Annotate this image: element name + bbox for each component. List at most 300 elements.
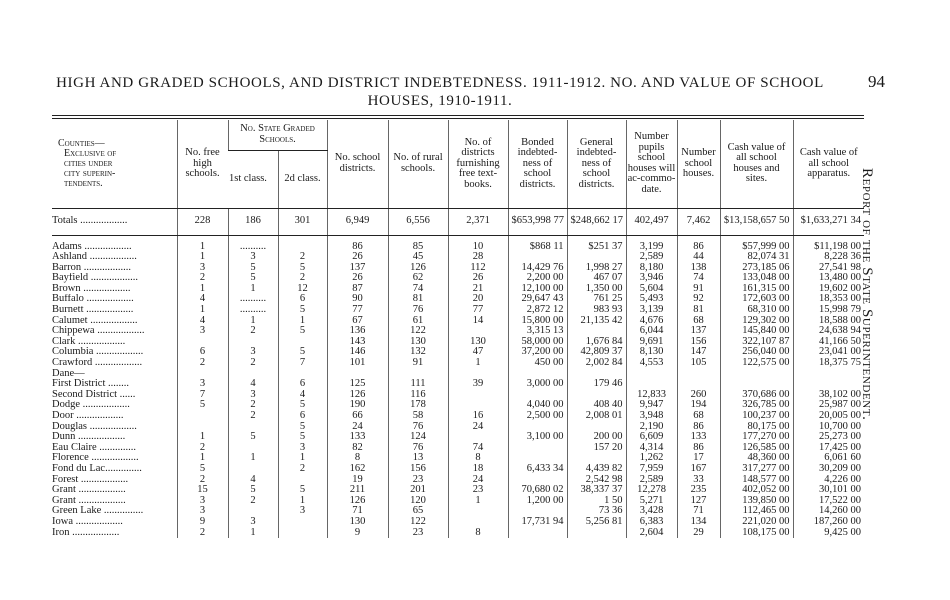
- table-cell: 5: [228, 485, 278, 496]
- table-cell: 326,785 00: [720, 400, 793, 411]
- table-cell: 10: [448, 242, 508, 253]
- table-cell: 76: [388, 443, 448, 454]
- table-cell: 9,691: [626, 337, 677, 348]
- table-cell: 19,602 00: [793, 284, 864, 295]
- table-cell: $57,999 00: [720, 242, 793, 253]
- table-cell: 17,425 00: [793, 443, 864, 454]
- county-name: Florence ..................: [52, 453, 139, 464]
- table-cell: 14: [448, 316, 508, 327]
- table-cell: 14,260 00: [793, 506, 864, 517]
- table-cell: [278, 369, 327, 380]
- table-cell: 25,987 00: [793, 400, 864, 411]
- county-name: Columbia ..................: [52, 347, 144, 358]
- table-cell: 29: [677, 528, 720, 539]
- table-cell: 402,052 00: [720, 485, 793, 496]
- table-cell: $868 11: [508, 242, 567, 253]
- table-cell: 156: [677, 337, 720, 348]
- table-cell: [508, 422, 567, 433]
- table-cell: 146: [327, 347, 388, 358]
- table-cell: 70,680 02: [508, 485, 567, 496]
- table-cell: [567, 369, 626, 380]
- table-cell: 2: [228, 326, 278, 337]
- table-cell: 139,850 00: [720, 496, 793, 507]
- table-cell: 221,020 00: [720, 517, 793, 528]
- table-cell: 3,428: [626, 506, 677, 517]
- table-cell: 1,676 84: [567, 337, 626, 348]
- table-cell: 148,577 00: [720, 475, 793, 486]
- table-cell: 20: [448, 294, 508, 305]
- table-cell: 25,273 00: [793, 432, 864, 443]
- county-name: Clark ..................: [52, 336, 126, 347]
- table-cell: 48,360 00: [720, 453, 793, 464]
- table-cell: 162: [327, 464, 388, 475]
- table-row: [52, 305, 864, 316]
- table-cell: 3,139: [626, 305, 677, 316]
- table-cell: 161,315 00: [720, 284, 793, 295]
- county-name: Iron ..................: [52, 527, 120, 538]
- table-cell: 5: [278, 422, 327, 433]
- table-cell: 8: [448, 453, 508, 464]
- table-cell: 2: [177, 273, 228, 284]
- table-cell: 4: [228, 379, 278, 390]
- pupils-accommodated-header: Number pupils school houses will ac-commo-date.: [626, 120, 677, 208]
- table-cell: 190: [327, 400, 388, 411]
- table-cell: 1: [278, 453, 327, 464]
- table-cell: [567, 453, 626, 464]
- second-class-header: 2d class.: [278, 150, 327, 208]
- table-cell: 122,575 00: [720, 358, 793, 369]
- totals-cell: 6,949: [327, 208, 388, 235]
- table-cell: 2: [228, 400, 278, 411]
- table-cell: 6,433 34: [508, 464, 567, 475]
- table-cell: 47: [448, 347, 508, 358]
- table-cell: [677, 369, 720, 380]
- table-row: [52, 422, 864, 433]
- table-cell: 145,840 00: [720, 326, 793, 337]
- totals-cell: $1,633,271 34: [793, 208, 864, 235]
- table-cell: 42,809 37: [567, 347, 626, 358]
- table-cell: 8,130: [626, 347, 677, 358]
- table-cell: 105: [677, 358, 720, 369]
- table-cell: 5,271: [626, 496, 677, 507]
- table-cell: [177, 422, 228, 433]
- table-cell: 86: [677, 443, 720, 454]
- table-cell: 12: [278, 284, 327, 295]
- table-row: [52, 294, 864, 305]
- table-cell: 21: [448, 284, 508, 295]
- table-cell: 122: [388, 517, 448, 528]
- table-cell: 4,226 00: [793, 475, 864, 486]
- table-cell: 3,948: [626, 411, 677, 422]
- table-cell: 200 00: [567, 432, 626, 443]
- table-cell: 2,008 01: [567, 411, 626, 422]
- table-cell: 87: [327, 284, 388, 295]
- school-districts-header: No. school districts.: [327, 120, 388, 208]
- table-cell: 5: [278, 432, 327, 443]
- free-high-schools-header: No. free high schools.: [177, 120, 228, 208]
- table-row: [52, 453, 864, 464]
- table-cell: 6,609: [626, 432, 677, 443]
- table-cell: 15,998 79: [793, 305, 864, 316]
- table-cell: 111: [388, 379, 448, 390]
- table-cell: 23: [388, 528, 448, 539]
- table-cell: 5,256 81: [567, 517, 626, 528]
- table-cell: 19: [327, 475, 388, 486]
- table-cell: 5,604: [626, 284, 677, 295]
- table-cell: [567, 390, 626, 401]
- table-body: [52, 208, 864, 538]
- table-cell: 26: [327, 273, 388, 284]
- table-cell: 27,541 98: [793, 263, 864, 274]
- table-row: [52, 432, 864, 443]
- table-cell: 137: [327, 263, 388, 274]
- table-cell: 1: [177, 305, 228, 316]
- table-cell: 147: [677, 347, 720, 358]
- table-cell: 172,603 00: [720, 294, 793, 305]
- table-cell: 126,585 00: [720, 443, 793, 454]
- table-cell: [626, 369, 677, 380]
- table-cell: 1: [177, 284, 228, 295]
- table-cell: 12,278: [626, 485, 677, 496]
- table-cell: 201: [388, 485, 448, 496]
- table-cell: 1: [177, 453, 228, 464]
- table-cell: 80,175 00: [720, 422, 793, 433]
- county-name: Door ..................: [52, 411, 124, 421]
- table-cell: 125: [327, 379, 388, 390]
- table-cell: 273,185 06: [720, 263, 793, 274]
- table-cell: ..........: [228, 294, 278, 305]
- table-row: [52, 337, 864, 348]
- table-cell: 194: [677, 400, 720, 411]
- table-cell: 1: [228, 316, 278, 327]
- table-cell: 1,998 27: [567, 263, 626, 274]
- table-row: [52, 242, 864, 253]
- table-cell: 1 50: [567, 496, 626, 507]
- title-line-1: HIGH AND GRADED SCHOOLS, AND DISTRICT INDEBTEDNESS. 1911-1912. NO. AND VALUE OF SCHOOL: [56, 75, 824, 91]
- table-cell: 24: [448, 422, 508, 433]
- table-cell: 74: [388, 284, 448, 295]
- table-cell: [508, 475, 567, 486]
- table-cell: 2,589: [626, 475, 677, 486]
- table-cell: [793, 379, 864, 390]
- table-cell: 18,375 75: [793, 358, 864, 369]
- table-cell: [567, 528, 626, 539]
- table-cell: 6,061 60: [793, 453, 864, 464]
- table-cell: 5: [278, 485, 327, 496]
- table-cell: [508, 390, 567, 401]
- table-cell: 4,040 00: [508, 400, 567, 411]
- table-cell: [508, 528, 567, 539]
- table-cell: 68: [677, 316, 720, 327]
- table-cell: 82: [327, 443, 388, 454]
- county-name: Eau Claire ..............: [52, 442, 136, 453]
- table-cell: 3: [177, 326, 228, 337]
- table-cell: 2: [177, 475, 228, 486]
- table-cell: 23,041 00: [793, 347, 864, 358]
- totals-cell: 301: [278, 208, 327, 235]
- county-name: Grant ..................: [52, 495, 126, 506]
- table-row: [52, 358, 864, 369]
- totals-cell: 7,462: [677, 208, 720, 235]
- page-title: [50, 74, 830, 110]
- table-cell: [448, 517, 508, 528]
- table-cell: 983 93: [567, 305, 626, 316]
- table-cell: 38,102 00: [793, 390, 864, 401]
- table-cell: 74: [448, 443, 508, 454]
- table-cell: 100,237 00: [720, 411, 793, 422]
- totals-label: Totals ..................: [52, 208, 177, 235]
- table-cell: 5,493: [626, 294, 677, 305]
- table-cell: 4,314: [626, 443, 677, 454]
- county-name: Burnett ..................: [52, 305, 134, 316]
- table-cell: 133: [327, 432, 388, 443]
- totals-cell: 186: [228, 208, 278, 235]
- table-cell: 77: [448, 305, 508, 316]
- table-cell: 5: [228, 432, 278, 443]
- table-cell: 67: [327, 316, 388, 327]
- table-row: [52, 326, 864, 337]
- table-cell: 133,048 00: [720, 273, 793, 284]
- county-name: Fond du Lac..............: [52, 463, 142, 474]
- table-cell: 260: [677, 390, 720, 401]
- table-cell: 21,135 42: [567, 316, 626, 327]
- table-cell: 370,686 00: [720, 390, 793, 401]
- table-cell: [278, 528, 327, 539]
- free-textbooks-header: No. of districts furnishing free text-books.: [448, 120, 508, 208]
- table-cell: [448, 506, 508, 517]
- table-cell: 1: [228, 284, 278, 295]
- table-cell: 2: [177, 528, 228, 539]
- table-cell: 85: [388, 242, 448, 253]
- table-cell: 4,553: [626, 358, 677, 369]
- table-row: [52, 263, 864, 274]
- table-cell: 122: [388, 326, 448, 337]
- county-name: Bayfield ..................: [52, 273, 139, 284]
- table-cell: 90: [327, 294, 388, 305]
- table-cell: 112,465 00: [720, 506, 793, 517]
- table-cell: 177,270 00: [720, 432, 793, 443]
- table-cell: 8: [448, 528, 508, 539]
- county-name: Grant ..................: [52, 485, 126, 496]
- table-cell: 18,353 00: [793, 294, 864, 305]
- table-cell: 17,731 94: [508, 517, 567, 528]
- county-name: Forest ..................: [52, 474, 129, 485]
- table-cell: 73 36: [567, 506, 626, 517]
- table-cell: 4,439 82: [567, 464, 626, 475]
- table-cell: 143: [327, 337, 388, 348]
- table-cell: 86: [677, 422, 720, 433]
- table-cell: 2,542 98: [567, 475, 626, 486]
- table-cell: 4: [278, 390, 327, 401]
- table-cell: 138: [677, 263, 720, 274]
- table-cell: 24,638 94: [793, 326, 864, 337]
- table-cell: 1,200 00: [508, 496, 567, 507]
- table-cell: [567, 422, 626, 433]
- rural-schools-header: No. of rural schools.: [388, 120, 448, 208]
- table-cell: [677, 379, 720, 390]
- table-cell: 24: [448, 475, 508, 486]
- table-cell: 2: [177, 358, 228, 369]
- table-cell: 1: [177, 252, 228, 263]
- table-cell: 8,180: [626, 263, 677, 274]
- table-cell: [448, 369, 508, 380]
- table-cell: 322,107 87: [720, 337, 793, 348]
- table-cell: 1: [228, 528, 278, 539]
- table-cell: 317,277 00: [720, 464, 793, 475]
- table-cell: 23: [448, 485, 508, 496]
- table-cell: 1: [278, 496, 327, 507]
- table-cell: 1: [228, 453, 278, 464]
- county-name: Douglas ..................: [52, 421, 137, 432]
- table-cell: 26: [448, 273, 508, 284]
- table-cell: 33: [677, 475, 720, 486]
- table-cell: [228, 506, 278, 517]
- table-row: [52, 517, 864, 528]
- table-cell: 58: [388, 411, 448, 422]
- table-cell: 17,522 00: [793, 496, 864, 507]
- table-cell: 167: [677, 464, 720, 475]
- table-cell: [720, 369, 793, 380]
- table-cell: [448, 432, 508, 443]
- table-cell: 124: [388, 432, 448, 443]
- table-cell: 14,429 76: [508, 263, 567, 274]
- table-cell: 7,959: [626, 464, 677, 475]
- table-cell: 26: [327, 252, 388, 263]
- table-cell: 8,228 36: [793, 252, 864, 263]
- table-cell: 24: [327, 422, 388, 433]
- table-cell: 20,005 00: [793, 411, 864, 422]
- table-cell: 408 40: [567, 400, 626, 411]
- table-cell: 5: [177, 400, 228, 411]
- table-cell: 3: [278, 443, 327, 454]
- table-cell: 44: [677, 252, 720, 263]
- first-class-header: 1st class.: [228, 150, 278, 208]
- table-cell: 1: [278, 316, 327, 327]
- table-row: [52, 485, 864, 496]
- county-name: Crawford ..................: [52, 358, 143, 369]
- table-cell: 3: [228, 347, 278, 358]
- table-cell: [720, 379, 793, 390]
- table-cell: 82,074 31: [720, 252, 793, 263]
- table-cell: 62: [388, 273, 448, 284]
- table-cell: ..........: [228, 242, 278, 253]
- table-cell: 126: [388, 263, 448, 274]
- table-cell: 156: [388, 464, 448, 475]
- table-cell: [278, 475, 327, 486]
- table-cell: [448, 326, 508, 337]
- table-cell: 3,315 13: [508, 326, 567, 337]
- table-cell: 91: [677, 284, 720, 295]
- totals-cell: 2,371: [448, 208, 508, 235]
- table-row: [52, 284, 864, 295]
- school-houses-header: Number school houses.: [677, 120, 720, 208]
- table-cell: 61: [388, 316, 448, 327]
- totals-cell: $653,998 77: [508, 208, 567, 235]
- table-cell: 39: [448, 379, 508, 390]
- table-cell: 1: [448, 358, 508, 369]
- county-name: Chippewa ..................: [52, 326, 145, 337]
- table-cell: 38,337 37: [567, 485, 626, 496]
- table-cell: [567, 326, 626, 337]
- table-cell: [508, 453, 567, 464]
- table-cell: 12,100 00: [508, 284, 567, 295]
- table-cell: 3,946: [626, 273, 677, 284]
- county-name: First District ........: [52, 379, 130, 390]
- table-cell: 3: [177, 379, 228, 390]
- county-name: Second District ......: [52, 389, 136, 400]
- county-name: Ashland ..................: [52, 252, 137, 263]
- table-cell: 5: [177, 464, 228, 475]
- table-cell: 5: [278, 400, 327, 411]
- table-cell: 9,947: [626, 400, 677, 411]
- table-cell: 6: [278, 379, 327, 390]
- table-cell: [388, 369, 448, 380]
- table-row: [52, 400, 864, 411]
- rule-top-2: [52, 118, 864, 119]
- table-cell: 2: [228, 358, 278, 369]
- table-cell: 136: [327, 326, 388, 337]
- table-row: [52, 379, 864, 390]
- table-cell: $11,198 00: [793, 242, 864, 253]
- table-cell: 130: [327, 517, 388, 528]
- table-cell: 5: [228, 263, 278, 274]
- table-cell: 3: [177, 506, 228, 517]
- totals-cell: $13,158,657 50: [720, 208, 793, 235]
- table-cell: 101: [327, 358, 388, 369]
- table-cell: 18: [448, 464, 508, 475]
- table-cell: 2,200 00: [508, 273, 567, 284]
- table-cell: [278, 337, 327, 348]
- table-row: [52, 464, 864, 475]
- table-cell: 8: [327, 453, 388, 464]
- table-cell: 5: [278, 347, 327, 358]
- table-cell: 29,647 43: [508, 294, 567, 305]
- table-cell: 3,199: [626, 242, 677, 253]
- table-cell: 187,260 00: [793, 517, 864, 528]
- table-cell: 108,175 00: [720, 528, 793, 539]
- county-name: Brown ..................: [52, 283, 131, 294]
- table-cell: 45: [388, 252, 448, 263]
- table-cell: 3,100 00: [508, 432, 567, 443]
- table-cell: 91: [388, 358, 448, 369]
- table-row: [52, 496, 864, 507]
- table-cell: 81: [388, 294, 448, 305]
- table-cell: 13: [388, 453, 448, 464]
- table-cell: 130: [448, 337, 508, 348]
- table-row: [52, 273, 864, 284]
- table-cell: 2: [228, 496, 278, 507]
- table-cell: [228, 369, 278, 380]
- table-cell: 3: [228, 252, 278, 263]
- table-cell: 178: [388, 400, 448, 411]
- side-running-title: Report of the State Superintendent.: [859, 168, 875, 421]
- table-cell: 132: [388, 347, 448, 358]
- table-cell: 1: [448, 496, 508, 507]
- county-name: Dodge ..................: [52, 400, 130, 411]
- table-cell: 92: [677, 294, 720, 305]
- table-cell: 2,190: [626, 422, 677, 433]
- table-cell: 74: [677, 273, 720, 284]
- table-cell: 1,350 00: [567, 284, 626, 295]
- table-cell: [177, 411, 228, 422]
- table-cell: 5: [278, 326, 327, 337]
- table-row: [52, 506, 864, 517]
- table-cell: 37,200 00: [508, 347, 567, 358]
- table-cell: [327, 369, 388, 380]
- table-cell: 3: [278, 506, 327, 517]
- table-cell: 86: [327, 242, 388, 253]
- table-cell: 15,800 00: [508, 316, 567, 327]
